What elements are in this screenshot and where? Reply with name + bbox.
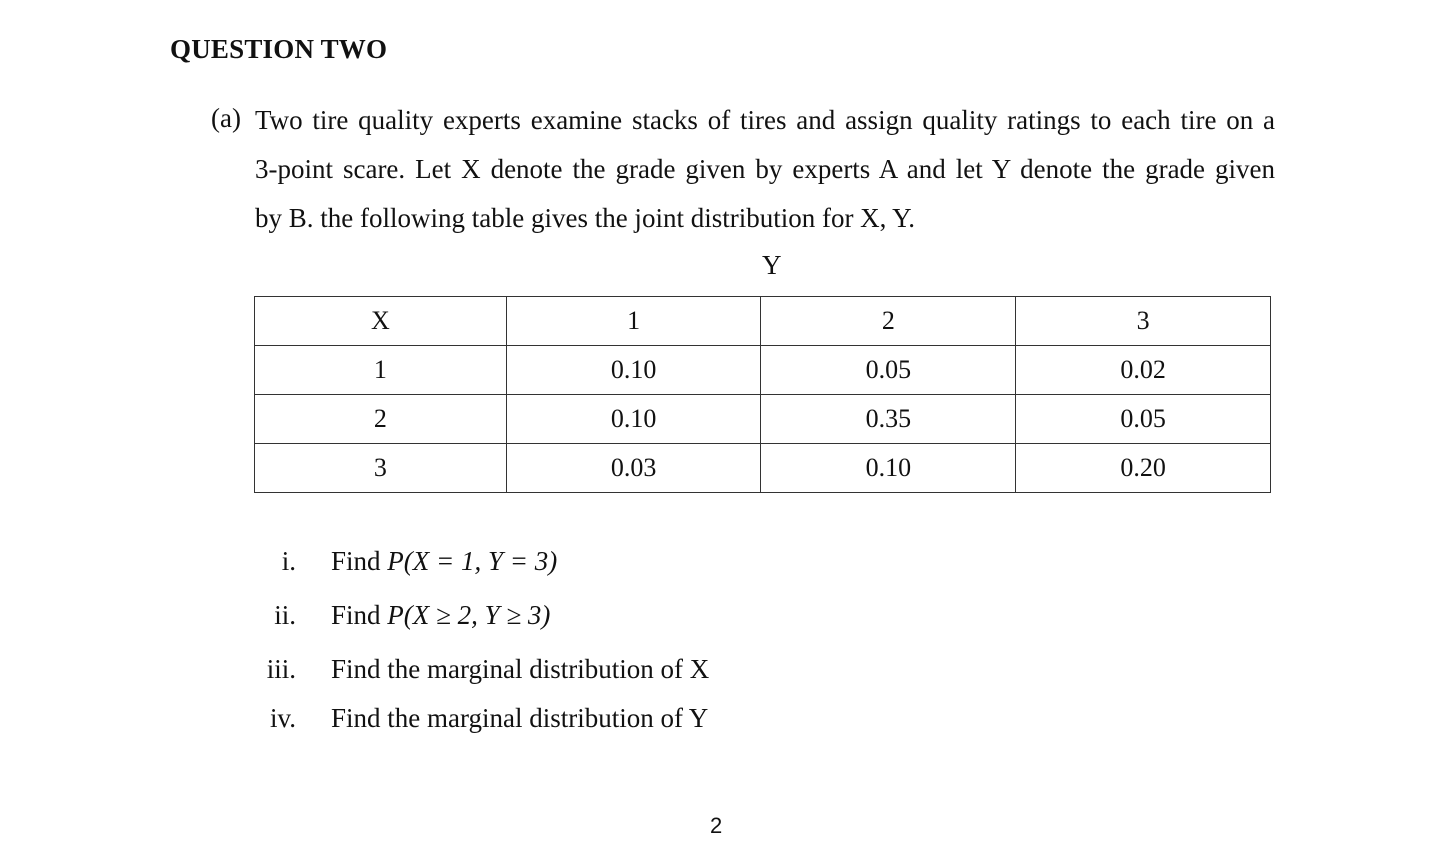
intro-line-2: 3-point scare. Let X denote the grade given by experts A and let Y denote the grade given [255, 154, 1275, 184]
question-heading: QUESTION TWO [170, 34, 388, 64]
question-prefix: Find [331, 600, 381, 630]
intro-line-3: by B. the following table gives the joint distribution for X, Y. [255, 203, 915, 233]
table-header-cell: X [255, 297, 507, 346]
table-cell: 0.05 [761, 346, 1016, 395]
table-cell: 0.02 [1016, 346, 1271, 395]
intro-paragraph [255, 96, 1275, 243]
column-group-label: Y [762, 250, 782, 280]
page-number: 2 [710, 813, 723, 838]
table-header-cell: 3 [1016, 297, 1271, 346]
table-cell: 0.10 [761, 444, 1016, 493]
joint-distribution-table [254, 296, 1271, 493]
question-prefix: Find [331, 546, 381, 576]
table-cell: 0.05 [1016, 395, 1271, 444]
table-cell: 0.20 [1016, 444, 1271, 493]
question-prefix: Find the marginal distribution of Y [331, 703, 709, 733]
part-label: (a) [211, 103, 241, 133]
table-row [255, 346, 1271, 395]
intro-line-1: Two tire quality experts examine stacks of tires and assign quality ratings to each tire on a [255, 105, 1275, 135]
table-cell: 1 [255, 346, 507, 395]
table-cell: 0.10 [506, 395, 761, 444]
question-number: ii. [274, 600, 296, 630]
table-header-cell: 2 [761, 297, 1016, 346]
question-number: iii. [266, 654, 296, 684]
table-row [255, 395, 1271, 444]
table-header-cell: 1 [506, 297, 761, 346]
table-row [255, 444, 1271, 493]
table-cell: 0.35 [761, 395, 1016, 444]
table-cell: 0.03 [506, 444, 761, 493]
question-number: i. [281, 546, 296, 576]
table-cell: 0.10 [506, 346, 761, 395]
question-expression: P(X = 1, Y = 3) [387, 546, 558, 576]
table-header-row [255, 297, 1271, 346]
question-number: iv. [270, 703, 296, 733]
table-cell: 2 [255, 395, 507, 444]
table-cell: 3 [255, 444, 507, 493]
question-prefix: Find the marginal distribution of X [331, 654, 710, 684]
question-expression: P(X ≥ 2, Y ≥ 3) [387, 600, 551, 630]
